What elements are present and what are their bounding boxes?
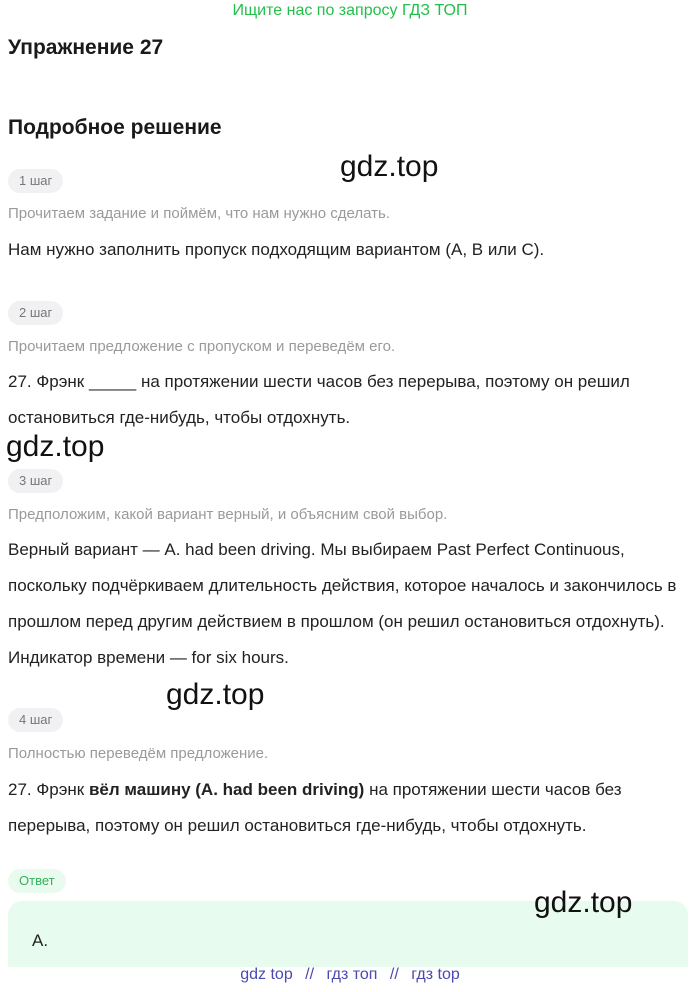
step-4 bbox=[8, 708, 63, 732]
footer-links bbox=[0, 966, 700, 984]
step-chip: 1 шаг bbox=[8, 169, 63, 193]
step-chip: 4 шаг bbox=[8, 708, 63, 732]
step-hint: Полностью переведём предложение. bbox=[8, 745, 269, 762]
exercise-title: Упражнение 27 bbox=[8, 36, 164, 59]
step-text: Верный вариант — A. had been driving. Мы выбираем Past Perfect Continuous, поскольку подчёркиваем длительность действия, которое началось и закончилось в прошлом перед другим действием в прошлом (он решил остановиться отдохнуть). Индикатор времени — for six hours. bbox=[8, 540, 677, 667]
footer-separator: // bbox=[389, 966, 399, 983]
footer-link-gdz-top[interactable]: gdz top bbox=[240, 966, 293, 983]
watermark: gdz.top bbox=[166, 678, 265, 711]
watermark: gdz.top bbox=[340, 150, 439, 183]
step-chip: 2 шаг bbox=[8, 301, 63, 325]
text-part: на протяжении шести часов без перерыва, поэтому он решил остановиться где-нибудь, чтобы отдохнуть. bbox=[8, 780, 622, 835]
footer-link-gdz-top-ru[interactable]: гдз топ bbox=[326, 966, 378, 983]
step-text: 27. Фрэнк _____ на протяжении шести часов без перерыва, поэтому он решил остановиться где-нибудь, чтобы отдохнуть. bbox=[8, 372, 630, 427]
footer-separator: // bbox=[305, 966, 315, 983]
step-hint: Предположим, какой вариант верный, и объясним свой выбор. bbox=[8, 506, 448, 523]
answer-text: A. bbox=[32, 931, 49, 950]
answer-chip: Ответ bbox=[8, 869, 66, 893]
step-text: Нам нужно заполнить пропуск подходящим вариантом (A, B или C). bbox=[8, 240, 545, 259]
answer-label bbox=[8, 869, 66, 893]
watermark: gdz.top bbox=[6, 430, 105, 463]
promo-banner: Ищите нас по запросу ГДЗ ТОП bbox=[232, 2, 468, 19]
step-chip: 3 шаг bbox=[8, 469, 63, 493]
watermark: gdz.top bbox=[534, 886, 633, 919]
section-title: Подробное решение bbox=[8, 116, 222, 139]
text-part: 27. Фрэнк bbox=[8, 780, 89, 799]
translation-highlight: вёл машину (A. had been driving) bbox=[88, 780, 365, 799]
step-1 bbox=[8, 169, 63, 193]
step-text bbox=[8, 772, 678, 844]
step-2 bbox=[8, 301, 63, 325]
step-3 bbox=[8, 469, 63, 493]
step-hint: Прочитаем предложение с пропуском и переведём его. bbox=[8, 338, 396, 355]
footer-link-gdz-top-mixed[interactable]: гдз top bbox=[411, 966, 460, 983]
step-hint: Прочитаем задание и поймём, что нам нужно сделать. bbox=[8, 205, 391, 222]
